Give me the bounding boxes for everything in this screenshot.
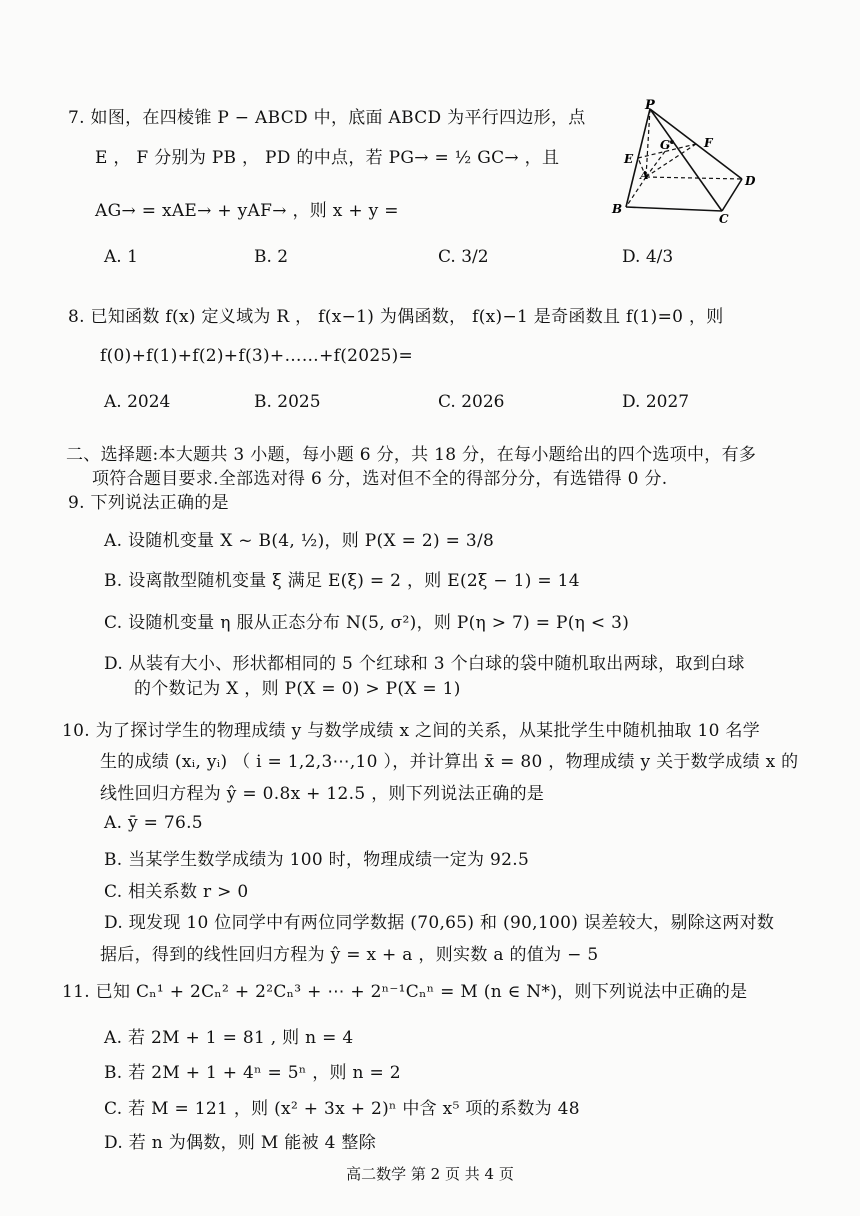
q10-option-a: A. ȳ = 76.5 <box>104 813 203 833</box>
q8-line2: f(0)+f(1)+f(2)+f(3)+……+f(2025)= <box>100 346 414 366</box>
figure-label-c: C <box>719 212 729 226</box>
figure-label-f: F <box>704 136 713 150</box>
q8-option-b: B. 2025 <box>254 392 321 412</box>
q9-option-d-line1: D. 从装有大小、形状都相同的 5 个红球和 3 个白球的袋中随机取出两球，取到白球 <box>104 654 745 674</box>
q9-option-c: C. 设随机变量 η 服从正态分布 N(5, σ²)，则 P(η > 7) = P(η < 3) <box>104 613 630 633</box>
q10-line2: 生的成绩 (xᵢ, yᵢ) （ i = 1,2,3⋯,10 ），并计算出 x̄ = 80 ，物理成绩 y 关于数学成绩 x 的 <box>100 752 799 772</box>
q11-option-b: B. 若 2M + 1 + 4ⁿ = 5ⁿ ，则 n = 2 <box>104 1063 401 1083</box>
q7-option-d: D. 4/3 <box>622 247 674 267</box>
q8-option-a: A. 2024 <box>104 392 171 412</box>
q9-stem: 9. 下列说法正确的是 <box>68 493 229 513</box>
q10-option-d-line2: 据后，得到的线性回归方程为 ŷ = x + a ，则实数 a 的值为 − 5 <box>100 945 599 965</box>
figure-label-g: G <box>660 138 671 152</box>
q10-option-b: B. 当某学生数学成绩为 100 时，物理成绩一定为 92.5 <box>104 850 530 870</box>
section2-line1: 二、选择题:本大题共 3 小题，每小题 6 分，共 18 分，在每小题给出的四个选项中，有多 <box>66 445 757 465</box>
q7-option-b: B. 2 <box>254 247 289 267</box>
q10-line1: 10. 为了探讨学生的物理成绩 y 与数学成绩 x 之间的关系，从某批学生中随机抽取 10 名学 <box>62 721 761 741</box>
figure-label-a: A <box>640 169 649 182</box>
q7-line3: AG→ = xAE→ + yAF→ ，则 x + y = <box>95 201 399 221</box>
q10-option-d-line1: D. 现发现 10 位同学中有两位同学数据 (70,65) 和 (90,100) 误差较大，剔除这两对数 <box>104 913 775 933</box>
q10-line3: 线性回归方程为 ŷ = 0.8x + 12.5 ，则下列说法正确的是 <box>100 784 545 804</box>
q9-option-a: A. 设随机变量 X ~ B(4, ½)，则 P(X = 2) = 3/8 <box>104 531 495 551</box>
q8-line1: 8. 已知函数 f(x) 定义域为 R ， f(x−1) 为偶函数， f(x)−1 是奇函数且 f(1)=0 ，则 <box>68 307 724 327</box>
q7-line1: 7. 如图，在四棱锥 P − ABCD 中，底面 ABCD 为平行四边形，点 <box>68 108 586 128</box>
q8-option-d: D. 2027 <box>622 392 690 412</box>
q10-option-c: C. 相关系数 r > 0 <box>104 882 249 902</box>
q9-option-b: B. 设离散型随机变量 ξ 满足 E(ξ) = 2 ，则 E(2ξ − 1) = 14 <box>104 571 580 591</box>
page-footer: 高二数学 第 2 页 共 4 页 <box>346 1165 514 1183</box>
q7-option-a: A. 1 <box>104 247 138 267</box>
q7-line2: E ， F 分别为 PB ， PD 的中点，若 PG→ = ½ GC→ ，且 <box>95 148 560 168</box>
figure-label-e: E <box>624 152 634 166</box>
q11-option-c: C. 若 M = 121 ，则 (x² + 3x + 2)ⁿ 中含 x⁵ 项的系数为 48 <box>104 1099 580 1119</box>
q11-option-a: A. 若 2M + 1 = 81 , 则 n = 4 <box>104 1028 354 1048</box>
q8-option-c: C. 2026 <box>438 392 505 412</box>
q11-option-d: D. 若 n 为偶数，则 M 能被 4 整除 <box>104 1133 377 1153</box>
q7-option-c: C. 3/2 <box>438 247 489 267</box>
figure-label-p: P <box>645 98 655 113</box>
pyramid-figure <box>600 95 780 230</box>
q11-line1: 11. 已知 Cₙ¹ + 2Cₙ² + 2²Cₙ³ + ⋯ + 2ⁿ⁻¹Cₙⁿ = M (n ∈ N*)，则下列说法中正确的是 <box>62 982 748 1002</box>
section2-line2: 项符合题目要求.全部选对得 6 分，选对但不全的得部分分，有选错得 0 分. <box>92 469 668 489</box>
figure-label-b: B <box>612 202 623 216</box>
q9-option-d-line2: 的个数记为 X ，则 P(X = 0) > P(X = 1) <box>134 679 461 699</box>
figure-label-d: D <box>745 174 756 188</box>
